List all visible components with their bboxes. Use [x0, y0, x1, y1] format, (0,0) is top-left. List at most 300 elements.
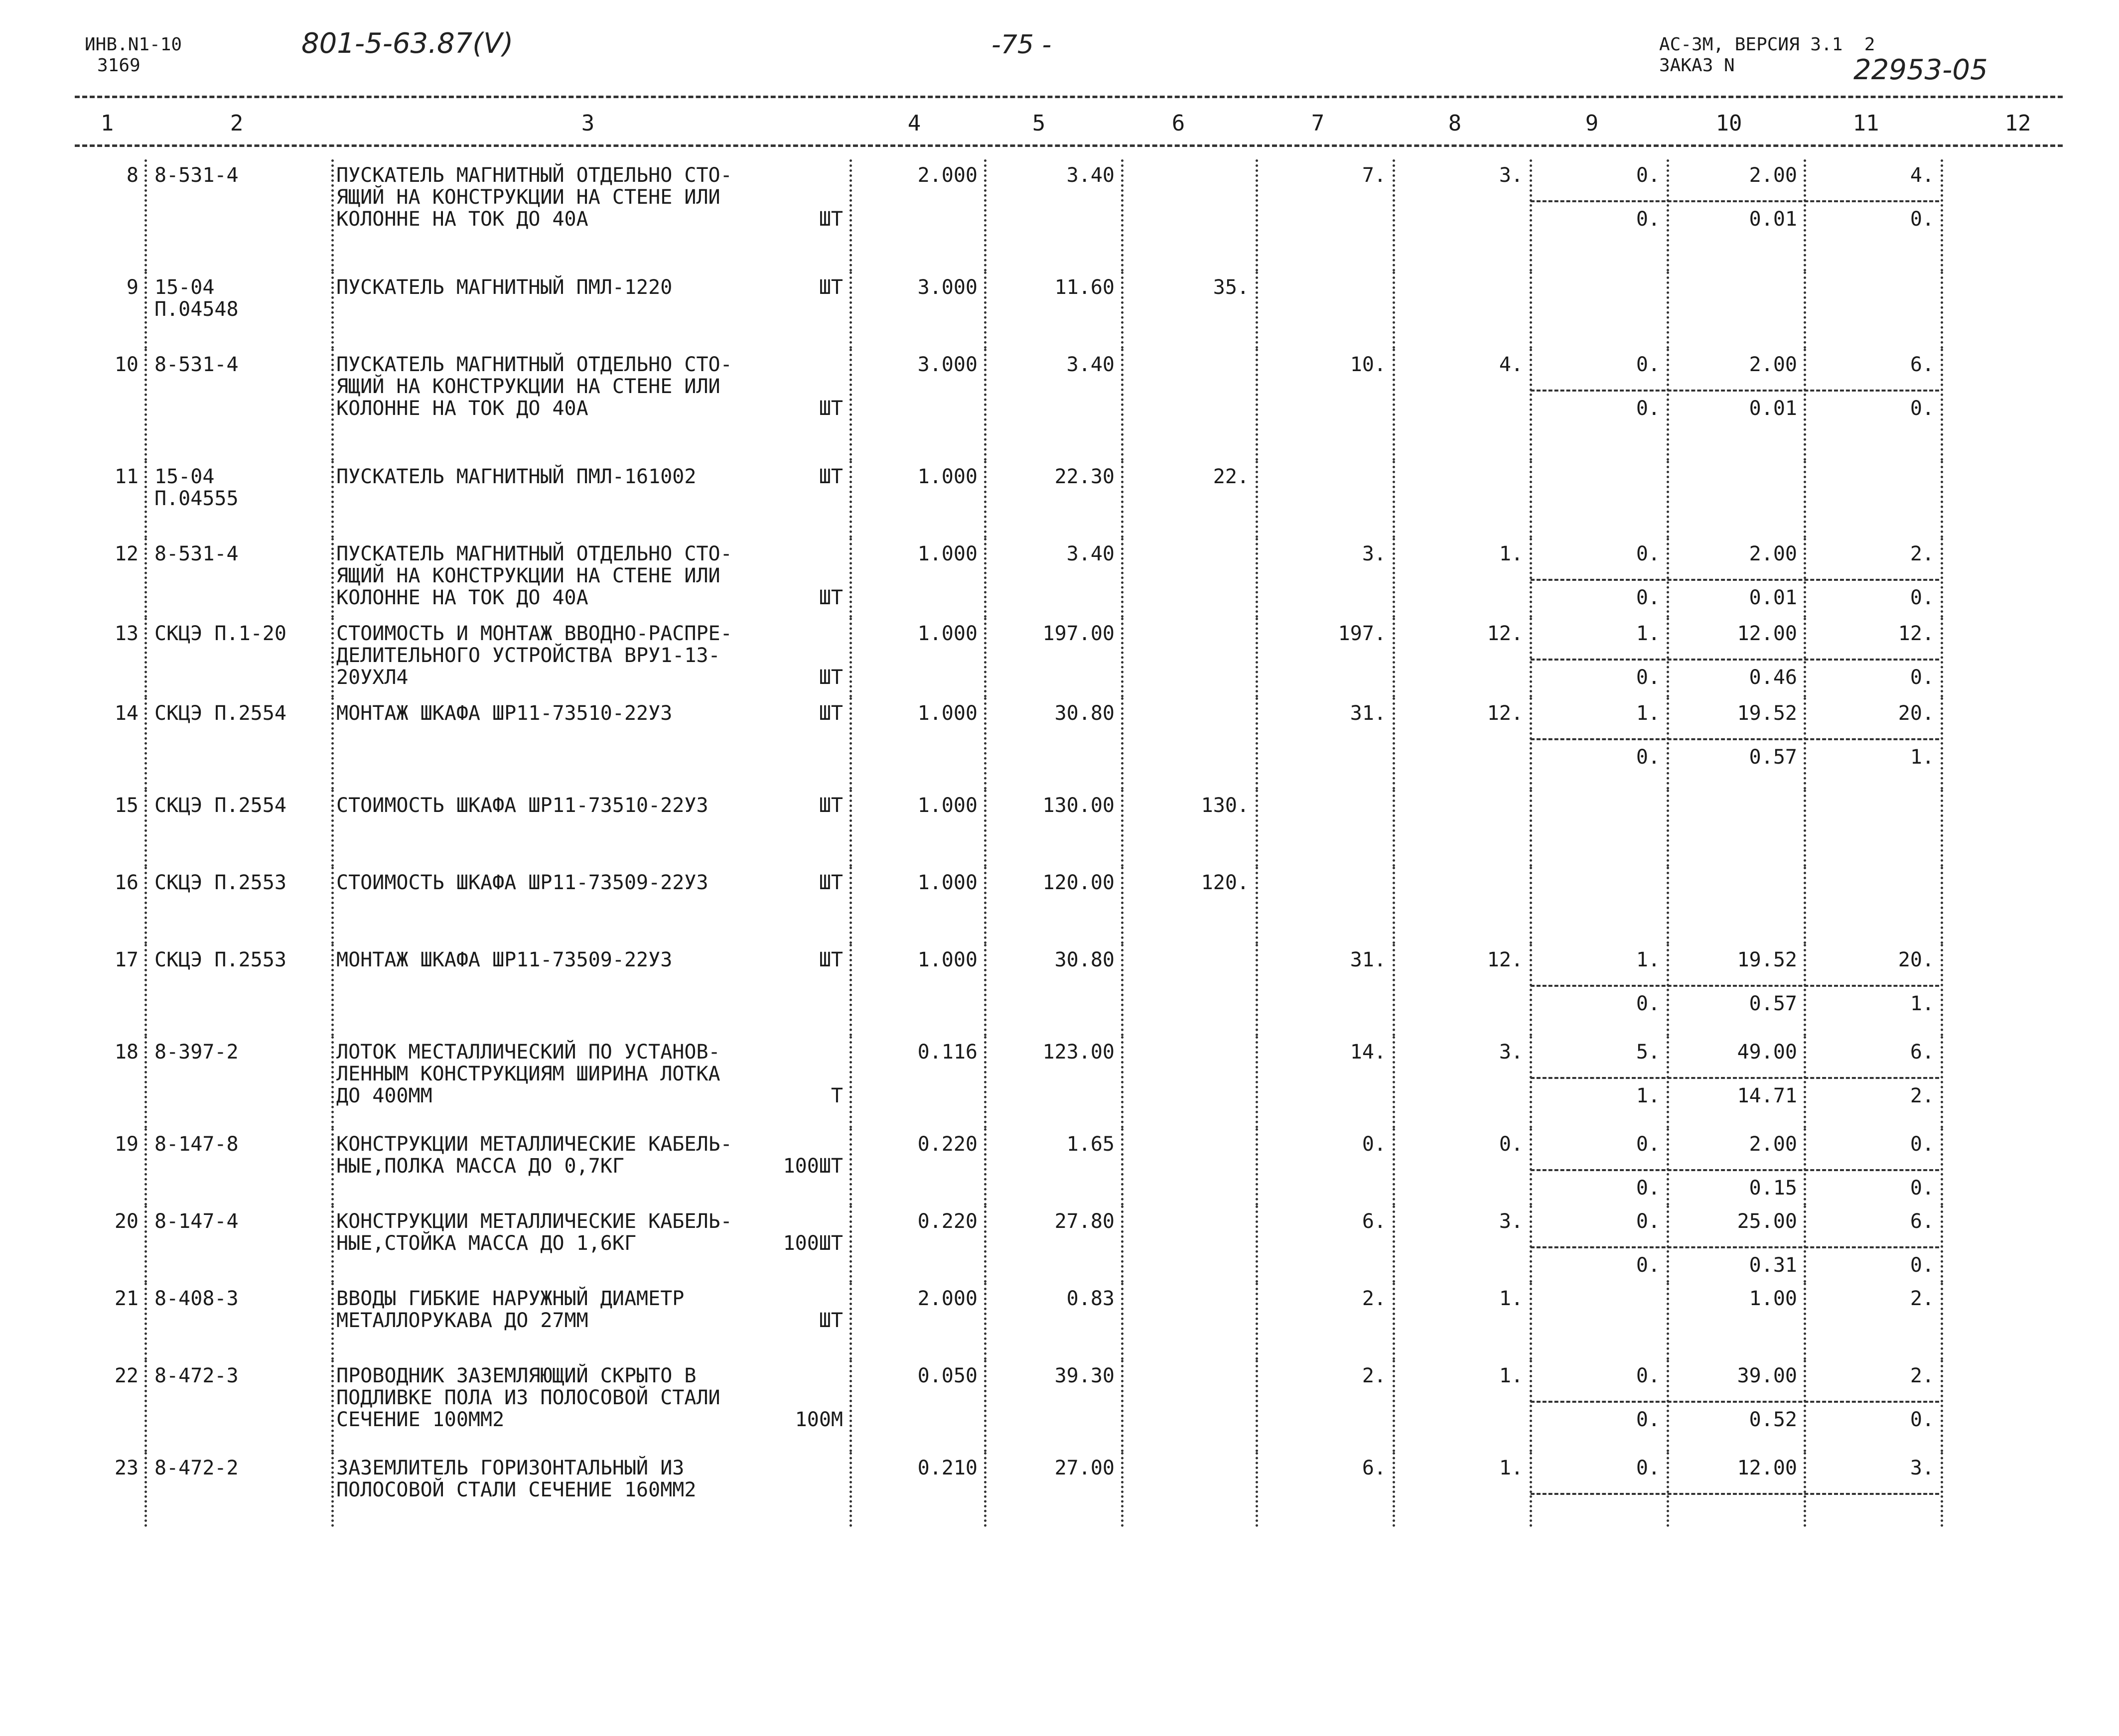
column-separator: [849, 618, 852, 697]
column-separator: [144, 1128, 147, 1205]
row-number: 8: [126, 164, 139, 187]
column-separator: [1530, 867, 1532, 944]
rate-code: 8-397-2: [154, 1041, 239, 1064]
column-separator: [1256, 461, 1258, 538]
column-separator: [331, 1205, 334, 1283]
column-separator: [1941, 697, 1943, 790]
column-separator: [1121, 867, 1124, 944]
wages-value: 3.: [1499, 164, 1523, 187]
column-separator: [1804, 349, 1806, 461]
machine-cost-sub-value: 0.: [1636, 992, 1660, 1015]
column-separator: [984, 697, 987, 790]
table-row: [0, 867, 2119, 944]
total-cost-value: 2.: [1362, 1287, 1386, 1310]
column-number: 1: [100, 111, 114, 136]
sub-row-divider: [1531, 1401, 1939, 1403]
column-separator: [1121, 1128, 1124, 1205]
column-separator: [1256, 1360, 1258, 1452]
column-separator: [1530, 1452, 1532, 1527]
labor-rate-sub-value: 0.46: [1749, 666, 1797, 689]
work-description: ДЕЛИТЕЛЬНОГО УСТРОЙСТВА ВРУ1-13-: [336, 644, 720, 667]
column-separator: [1393, 461, 1395, 538]
column-separator: [1804, 538, 1806, 618]
unit-price-value: 0.83: [1066, 1287, 1115, 1310]
column-separator: [1530, 790, 1532, 867]
column-separator: [984, 538, 987, 618]
table-row: [0, 461, 2119, 538]
column-separator: [1941, 159, 1943, 271]
table-row: [0, 538, 2119, 618]
work-description: КОНСТРУКЦИИ МЕТАЛЛИЧЕСКИЕ КАБЕЛЬ-: [336, 1210, 732, 1233]
table-row: [0, 271, 2119, 349]
column-separator: [984, 1452, 987, 1527]
labor-rate-value: 19.52: [1737, 702, 1797, 725]
labor-rate-value: 19.52: [1737, 948, 1797, 971]
column-number-row: [0, 111, 2119, 135]
column-separator: [1941, 1360, 1943, 1452]
column-separator: [331, 538, 334, 618]
column-separator: [849, 1036, 852, 1128]
total-cost-value: 3.: [1362, 542, 1386, 565]
table-row: [0, 1283, 2119, 1360]
row-number: 18: [114, 1041, 139, 1064]
labor-total-value: 3.: [1910, 1457, 1934, 1479]
column-separator: [1121, 790, 1124, 867]
wages-value: 1.: [1499, 1364, 1523, 1387]
work-description: МОНТАЖ ШКАФА ШР11-73509-22У3: [336, 948, 673, 971]
column-separator: [144, 349, 147, 461]
column-separator: [1804, 1360, 1806, 1452]
column-separator: [1941, 618, 1943, 697]
labor-total-sub-value: 0.: [1910, 666, 1934, 689]
unit-price-value: 27.80: [1054, 1210, 1115, 1233]
labor-total-sub-value: 1.: [1910, 746, 1934, 769]
quantity-value: 2.000: [917, 164, 978, 187]
column-separator: [1530, 1128, 1532, 1205]
labor-rate-value: 2.00: [1749, 542, 1797, 565]
labor-total-sub-value: 0.: [1910, 1254, 1934, 1277]
wages-value: 12.: [1487, 622, 1523, 645]
inventory-label: ИНВ.N1-10: [85, 34, 182, 55]
wages-value: 3.: [1499, 1210, 1523, 1233]
column-separator: [1256, 867, 1258, 944]
column-separator: [1530, 349, 1532, 461]
column-separator: [1667, 944, 1669, 1036]
column-separator: [1667, 461, 1669, 538]
column-separator: [331, 867, 334, 944]
column-separator: [331, 1360, 334, 1452]
labor-rate-sub-value: 0.52: [1749, 1408, 1797, 1431]
column-separator: [1256, 1205, 1258, 1283]
total-cost-value: 7.: [1362, 164, 1386, 187]
machine-cost-value: 0.: [1636, 1457, 1660, 1479]
machine-cost-sub-value: 0.: [1636, 666, 1660, 689]
table-row: [0, 618, 2119, 697]
unit-price-value: 3.40: [1066, 164, 1115, 187]
column-separator: [1393, 1036, 1395, 1128]
unit-price-value: 3.40: [1066, 353, 1115, 376]
quantity-value: 1.000: [917, 794, 978, 817]
column-separator: [1393, 618, 1395, 697]
table-row: [0, 944, 2119, 1036]
unit-price-value: 1.65: [1066, 1133, 1115, 1156]
work-description: СТОИМОСТЬ ШКАФА ШР11-73509-22У3: [336, 871, 708, 894]
unit-price-value: 30.80: [1054, 948, 1115, 971]
column-separator: [984, 790, 987, 867]
header-top-rule: [75, 96, 2063, 98]
column-separator: [1393, 1360, 1395, 1452]
row-number: 12: [114, 542, 139, 565]
total-cost-value: 6.: [1362, 1457, 1386, 1479]
column-separator: [1530, 1036, 1532, 1128]
column-number: 6: [1171, 111, 1185, 136]
labor-rate-value: 25.00: [1737, 1210, 1797, 1233]
labor-rate-sub-value: 0.57: [1749, 746, 1797, 769]
column-separator: [331, 697, 334, 790]
column-separator: [1941, 790, 1943, 867]
column-separator: [1667, 1452, 1669, 1527]
unit-of-measure: ШТ: [819, 276, 843, 299]
machine-cost-value: 0.: [1636, 1133, 1660, 1156]
column-separator: [984, 1360, 987, 1452]
column-separator: [144, 271, 147, 349]
column-separator: [1393, 271, 1395, 349]
column-separator: [1941, 1128, 1943, 1205]
column-separator: [1804, 159, 1806, 271]
column-separator: [1941, 461, 1943, 538]
column-separator: [1256, 1452, 1258, 1527]
column-separator: [849, 349, 852, 461]
work-description: ВВОДЫ ГИБКИЕ НАРУЖНЫЙ ДИАМЕТР: [336, 1287, 685, 1310]
machine-cost-value: 5.: [1636, 1041, 1660, 1064]
column-separator: [1667, 1128, 1669, 1205]
column-separator: [1393, 1128, 1395, 1205]
rate-code: П.04555: [154, 487, 239, 510]
column-separator: [144, 618, 147, 697]
column-separator: [1393, 1283, 1395, 1360]
quantity-value: 3.000: [917, 276, 978, 299]
machine-cost-value: 0.: [1636, 1364, 1660, 1387]
column-separator: [1941, 349, 1943, 461]
labor-rate-sub-value: 0.01: [1749, 397, 1797, 420]
labor-total-value: 12.: [1898, 622, 1934, 645]
table-row: [0, 790, 2119, 867]
column-separator: [1121, 349, 1124, 461]
column-number: 2: [230, 111, 244, 136]
column-number: 8: [1448, 111, 1462, 136]
unit-price-value: 120.00: [1042, 871, 1115, 894]
column-separator: [1530, 1205, 1532, 1283]
column-separator: [1941, 944, 1943, 1036]
column-separator: [331, 1283, 334, 1360]
quantity-value: 3.000: [917, 353, 978, 376]
labor-total-sub-value: 0.: [1910, 586, 1934, 609]
row-number: 9: [126, 276, 139, 299]
unit-of-measure: 100М: [795, 1408, 843, 1431]
machine-cost-value: 0.: [1636, 542, 1660, 565]
labor-rate-sub-value: 0.31: [1749, 1254, 1797, 1277]
column-separator: [1667, 159, 1669, 271]
column-separator: [849, 1128, 852, 1205]
wages-value: 1.: [1499, 1457, 1523, 1479]
column-separator: [144, 1452, 147, 1527]
column-separator: [849, 159, 852, 271]
rate-code: СКЦЭ П.1-20: [154, 622, 286, 645]
column-separator: [331, 159, 334, 271]
work-description: ПОДЛИВКЕ ПОЛА ИЗ ПОЛОСОВОЙ СТАЛИ: [336, 1386, 720, 1409]
inventory-number: 3169: [97, 55, 141, 76]
column-separator: [1393, 867, 1395, 944]
quantity-value: 0.116: [917, 1041, 978, 1064]
column-separator: [1530, 159, 1532, 271]
column-separator: [331, 944, 334, 1036]
order-label: ЗАКАЗ N: [1659, 55, 1735, 76]
estimate-table: [0, 149, 2119, 1644]
row-number: 22: [114, 1364, 139, 1387]
work-description: МЕТАЛЛОРУКАВА ДО 27ММ: [336, 1309, 588, 1332]
rate-code: 8-531-4: [154, 353, 239, 376]
sub-row-divider: [1531, 1493, 1939, 1495]
rate-code: 8-531-4: [154, 542, 239, 565]
column-separator: [1804, 618, 1806, 697]
column-separator: [984, 1205, 987, 1283]
column-separator: [144, 697, 147, 790]
column-separator: [331, 790, 334, 867]
column-separator: [984, 159, 987, 271]
column-number: 4: [907, 111, 921, 136]
row-number: 16: [114, 871, 139, 894]
machine-cost-value: 0.: [1636, 353, 1660, 376]
rate-code: СКЦЭ П.2554: [154, 794, 286, 817]
column-separator: [1530, 271, 1532, 349]
work-description: ПУСКАТЕЛЬ МАГНИТНЫЙ ПМЛ-1220: [336, 276, 673, 299]
column-separator: [1667, 1205, 1669, 1283]
equipment-cost-value: 35.: [1213, 276, 1249, 299]
sub-row-divider: [1531, 1246, 1939, 1248]
column-separator: [1530, 618, 1532, 697]
work-description: ПРОВОДНИК ЗАЗЕМЛЯЮЩИЙ СКРЫТО В: [336, 1364, 697, 1387]
column-separator: [144, 1360, 147, 1452]
column-separator: [984, 618, 987, 697]
column-separator: [1256, 1128, 1258, 1205]
column-separator: [1804, 867, 1806, 944]
column-separator: [984, 349, 987, 461]
labor-rate-value: 12.00: [1737, 1457, 1797, 1479]
table-row: [0, 349, 2119, 461]
sub-row-divider: [1531, 659, 1939, 661]
column-separator: [331, 1128, 334, 1205]
column-separator: [1530, 461, 1532, 538]
column-separator: [1121, 461, 1124, 538]
wages-value: 12.: [1487, 702, 1523, 725]
row-number: 11: [114, 465, 139, 488]
row-number: 21: [114, 1287, 139, 1310]
labor-total-value: 4.: [1910, 164, 1934, 187]
labor-total-value: 20.: [1898, 948, 1934, 971]
labor-total-value: 0.: [1910, 1133, 1934, 1156]
machine-cost-value: 1.: [1636, 622, 1660, 645]
row-number: 20: [114, 1210, 139, 1233]
sub-row-divider: [1531, 200, 1939, 202]
equipment-cost-value: 22.: [1213, 465, 1249, 488]
column-separator: [984, 1283, 987, 1360]
unit-of-measure: 100ШТ: [783, 1232, 843, 1255]
machine-cost-value: 1.: [1636, 948, 1660, 971]
column-separator: [849, 1360, 852, 1452]
column-separator: [1667, 1036, 1669, 1128]
column-separator: [1121, 1036, 1124, 1128]
column-separator: [1667, 618, 1669, 697]
work-description: СТОИМОСТЬ И МОНТАЖ ВВОДНО-РАСПРЕ-: [336, 622, 732, 645]
column-separator: [849, 867, 852, 944]
total-cost-value: 10.: [1350, 353, 1386, 376]
machine-cost-value: 0.: [1636, 164, 1660, 187]
rate-code: СКЦЭ П.2554: [154, 702, 286, 725]
column-separator: [1667, 271, 1669, 349]
work-description: ПУСКАТЕЛЬ МАГНИТНЫЙ ПМЛ-161002: [336, 465, 697, 488]
quantity-value: 0.210: [917, 1457, 978, 1479]
program-version: АС-3М, ВЕРСИЯ 3.1 2: [1659, 34, 1875, 55]
labor-total-sub-value: 0.: [1910, 208, 1934, 231]
labor-rate-value: 12.00: [1737, 622, 1797, 645]
column-separator: [1121, 944, 1124, 1036]
total-cost-value: 14.: [1350, 1041, 1386, 1064]
labor-rate-value: 2.00: [1749, 164, 1797, 187]
unit-price-value: 3.40: [1066, 542, 1115, 565]
column-separator: [144, 1205, 147, 1283]
wages-value: 4.: [1499, 353, 1523, 376]
column-separator: [1393, 349, 1395, 461]
machine-cost-sub-value: 0.: [1636, 1408, 1660, 1431]
unit-price-value: 39.30: [1054, 1364, 1115, 1387]
column-separator: [1804, 1036, 1806, 1128]
labor-rate-value: 39.00: [1737, 1364, 1797, 1387]
column-separator: [1121, 1205, 1124, 1283]
column-separator: [1941, 1283, 1943, 1360]
row-number: 17: [114, 948, 139, 971]
column-separator: [1121, 1360, 1124, 1452]
work-description: ПУСКАТЕЛЬ МАГНИТНЫЙ ОТДЕЛЬНО СТО-: [336, 542, 732, 565]
column-separator: [1121, 697, 1124, 790]
column-separator: [849, 461, 852, 538]
labor-total-value: 6.: [1910, 353, 1934, 376]
row-number: 15: [114, 794, 139, 817]
work-description: СЕЧЕНИЕ 100ММ2: [336, 1408, 505, 1431]
column-separator: [1667, 538, 1669, 618]
header-bottom-rule: [75, 144, 2063, 147]
column-separator: [144, 1283, 147, 1360]
work-description: НЫЕ,ПОЛКА МАССА ДО 0,7КГ: [336, 1155, 624, 1178]
column-separator: [1804, 271, 1806, 349]
rate-code: 8-147-8: [154, 1133, 239, 1156]
wages-value: 1.: [1499, 542, 1523, 565]
sub-row-divider: [1531, 738, 1939, 740]
column-separator: [1393, 538, 1395, 618]
sub-row-divider: [1531, 579, 1939, 581]
column-separator: [1393, 790, 1395, 867]
column-separator: [1804, 461, 1806, 538]
column-separator: [849, 944, 852, 1036]
column-separator: [984, 271, 987, 349]
equipment-cost-value: 130.: [1201, 794, 1249, 817]
column-separator: [849, 1452, 852, 1527]
work-description: ЛЕННЫМ КОНСТРУКЦИЯМ ШИРИНА ЛОТКА: [336, 1063, 720, 1085]
work-description: КОЛОННЕ НА ТОК ДО 40А: [336, 208, 588, 231]
work-description: ПУСКАТЕЛЬ МАГНИТНЫЙ ОТДЕЛЬНО СТО-: [336, 164, 732, 187]
work-description: ДО 400ММ: [336, 1084, 432, 1107]
table-row: [0, 1205, 2119, 1283]
labor-total-value: 2.: [1910, 1364, 1934, 1387]
table-row: [0, 159, 2119, 271]
machine-cost-value: 1.: [1636, 702, 1660, 725]
column-number: 5: [1032, 111, 1046, 136]
labor-total-value: 2.: [1910, 542, 1934, 565]
column-separator: [1256, 790, 1258, 867]
column-separator: [1256, 618, 1258, 697]
column-separator: [1941, 1452, 1943, 1527]
total-cost-value: 6.: [1362, 1210, 1386, 1233]
quantity-value: 0.220: [917, 1210, 978, 1233]
unit-of-measure: 100ШТ: [783, 1155, 843, 1178]
unit-price-value: 22.30: [1054, 465, 1115, 488]
column-separator: [1804, 1205, 1806, 1283]
work-description: ЯЩИЙ НА КОНСТРУКЦИИ НА СТЕНЕ ИЛИ: [336, 186, 720, 209]
work-description: НЫЕ,СТОЙКА МАССА ДО 1,6КГ: [336, 1232, 637, 1255]
machine-cost-sub-value: 0.: [1636, 1254, 1660, 1277]
machine-cost-sub-value: 1.: [1636, 1084, 1660, 1107]
work-description: МОНТАЖ ШКАФА ШР11-73510-22У3: [336, 702, 673, 725]
column-separator: [1804, 944, 1806, 1036]
unit-of-measure: ШТ: [819, 397, 843, 420]
rate-code: 8-531-4: [154, 164, 239, 187]
quantity-value: 1.000: [917, 871, 978, 894]
column-separator: [1667, 790, 1669, 867]
unit-of-measure: ШТ: [819, 465, 843, 488]
total-cost-value: 31.: [1350, 948, 1386, 971]
quantity-value: 1.000: [917, 622, 978, 645]
rate-code: 8-472-3: [154, 1364, 239, 1387]
column-separator: [331, 618, 334, 697]
column-separator: [1941, 1036, 1943, 1128]
column-separator: [144, 944, 147, 1036]
column-separator: [1256, 349, 1258, 461]
column-separator: [1256, 271, 1258, 349]
column-separator: [331, 461, 334, 538]
column-separator: [1530, 944, 1532, 1036]
column-separator: [331, 271, 334, 349]
row-number: 14: [114, 702, 139, 725]
work-description: ПУСКАТЕЛЬ МАГНИТНЫЙ ОТДЕЛЬНО СТО-: [336, 353, 732, 376]
row-number: 13: [114, 622, 139, 645]
wages-value: 12.: [1487, 948, 1523, 971]
unit-of-measure: ШТ: [819, 208, 843, 231]
row-number: 19: [114, 1133, 139, 1156]
labor-rate-value: 49.00: [1737, 1041, 1797, 1064]
column-separator: [144, 790, 147, 867]
column-separator: [849, 1205, 852, 1283]
machine-cost-sub-value: 0.: [1636, 1177, 1660, 1200]
column-separator: [849, 1283, 852, 1360]
column-separator: [1393, 697, 1395, 790]
column-separator: [1121, 1283, 1124, 1360]
column-separator: [1121, 618, 1124, 697]
unit-price-value: 130.00: [1042, 794, 1115, 817]
quantity-value: 1.000: [917, 542, 978, 565]
column-separator: [984, 461, 987, 538]
column-separator: [1804, 790, 1806, 867]
work-description: 20УХЛ4: [336, 666, 409, 689]
quantity-value: 1.000: [917, 465, 978, 488]
